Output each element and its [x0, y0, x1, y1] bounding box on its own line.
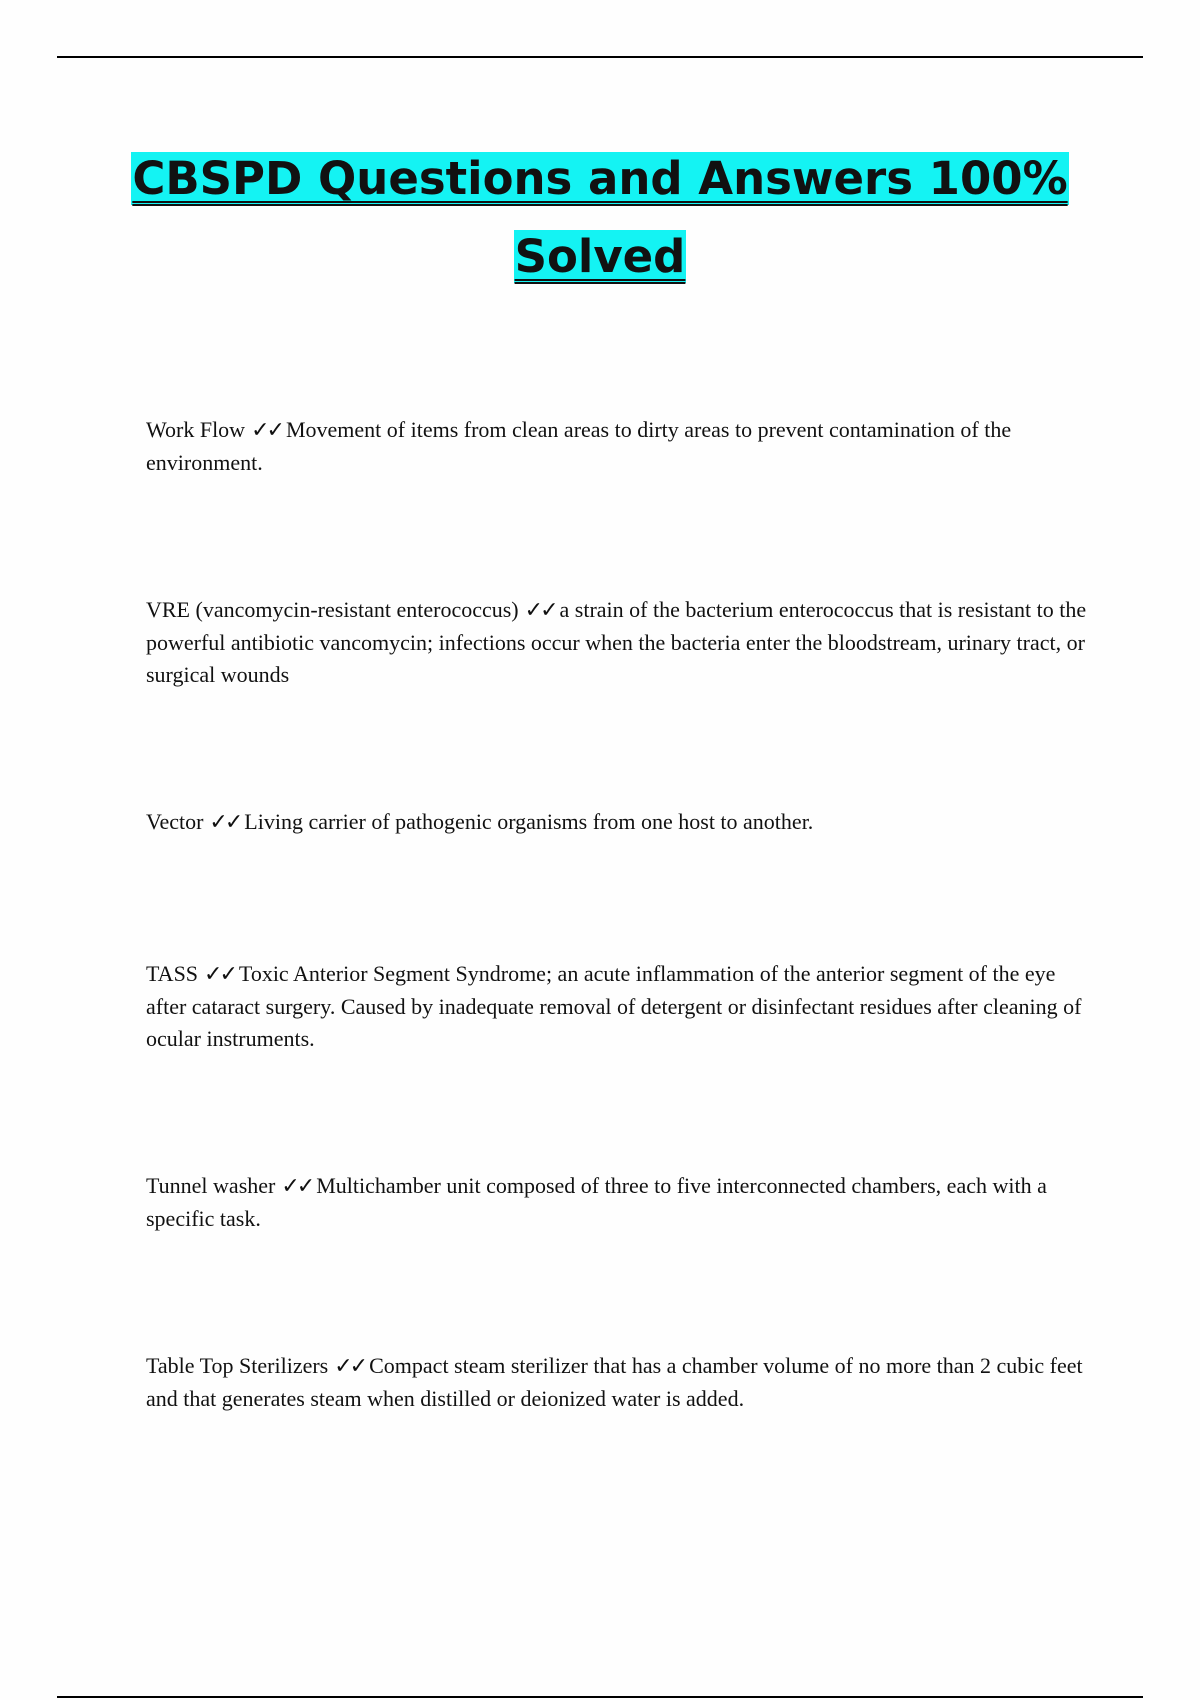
entry-definition: Multichamber unit composed of three to five interconnected chambers, each with a specific task.	[146, 1173, 1047, 1231]
qa-entry-vector	[146, 806, 1091, 839]
qa-entry-work-flow	[146, 414, 1091, 479]
document-title	[0, 140, 1200, 296]
double-check-icon: ✓✓	[209, 810, 241, 835]
double-check-icon: ✓✓	[281, 1174, 313, 1199]
entry-definition: Toxic Anterior Segment Syndrome; an acute inflammation of the anterior segment of the eye after cataract surgery. Caused by inadequate removal of detergent or disinfectant residues after cleaning of ocular instruments.	[146, 961, 1082, 1051]
entry-definition: a strain of the bacterium enterococcus that is resistant to the powerful antibiotic vancomycin; infections occur when the bacteria enter the bloodstream, urinary tract, or surgical wounds	[146, 597, 1087, 687]
title-line-2: Solved	[514, 230, 686, 283]
qa-entry-tass	[146, 958, 1091, 1055]
entry-term: Table Top Sterilizers	[146, 1353, 329, 1378]
entry-term: Vector	[146, 809, 204, 834]
entry-term: TASS	[146, 961, 199, 986]
double-check-icon: ✓✓	[251, 418, 282, 443]
top-rule	[57, 56, 1143, 58]
entry-definition: Compact steam sterilizer that has a chamber volume of no more than 2 cubic feet and that generates steam when distilled or deionized water is added.	[146, 1353, 1083, 1411]
qa-entry-tunnel-washer	[146, 1170, 1091, 1235]
bottom-rule	[57, 1696, 1143, 1698]
qa-entry-vre	[146, 594, 1091, 691]
entry-definition: Movement of items from clean areas to dirty areas to prevent contamination of the environment.	[146, 417, 1012, 475]
entry-term: Work Flow	[146, 417, 246, 442]
title-line-1: CBSPD Questions and Answers 100%	[132, 152, 1068, 205]
entry-definition: Living carrier of pathogenic organisms from one host to another.	[244, 809, 814, 834]
double-check-icon: ✓✓	[204, 962, 235, 987]
double-check-icon: ✓✓	[524, 598, 556, 623]
entry-term: VRE (vancomycin-resistant enterococcus)	[146, 597, 519, 622]
qa-entry-table-top-sterilizers	[146, 1350, 1091, 1415]
double-check-icon: ✓✓	[334, 1354, 366, 1379]
entry-term: Tunnel washer	[146, 1173, 276, 1198]
